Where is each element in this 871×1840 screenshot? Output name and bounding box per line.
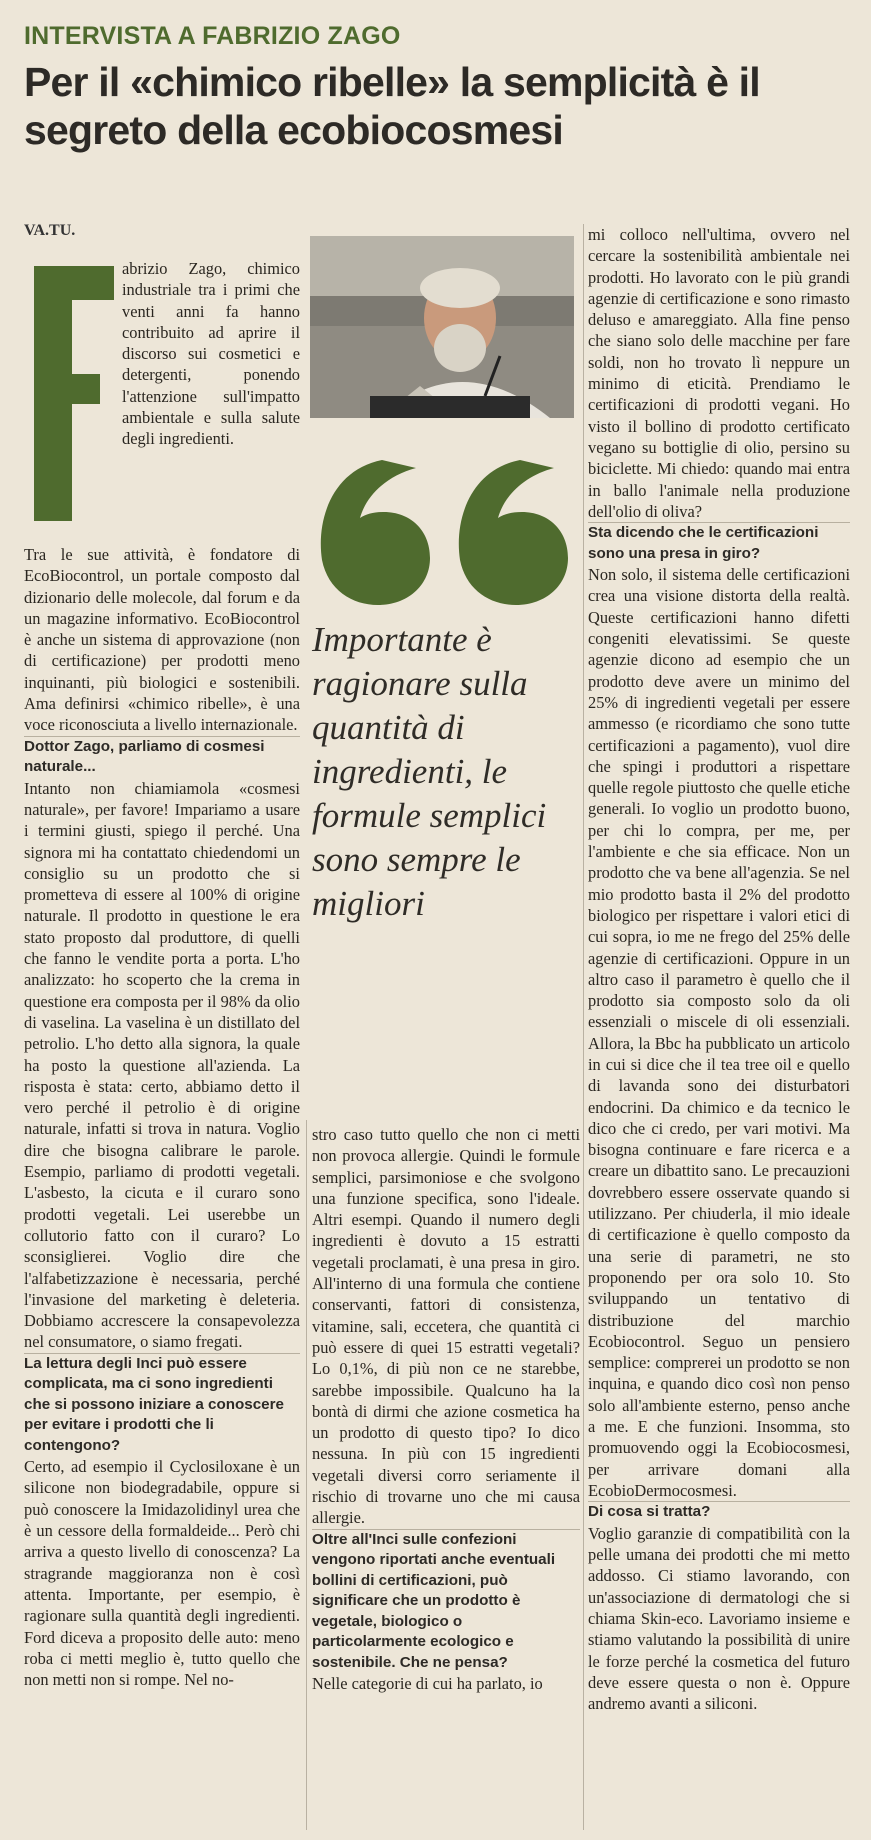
column-divider — [306, 1120, 307, 1830]
interview-question: Dottor Zago, parliamo di cosmesi naturale... — [24, 736, 300, 778]
column-3 — [588, 224, 850, 1714]
paragraph: mi colloco nell'ultima, ovvero nel cercare la sostenibilità ambientale nei prodotti. Ho lavorato con le più grandi agenzie di certificazione e sono rimasto deluso e amareggiato. Alla fine penso che siano solo delle macchine per fare soldi, non ho trovato lì neppure un minimo di eticità. Prendiamo le certificazioni di prodotti vegani. Ho visto il bollino di prodotto certificato vegano su bottiglie di olio, persino su biciclette. Mi chiedo: quando mai entra in ballo l'animale nella produzione dell'olio di oliva? — [588, 225, 850, 521]
article-byline: VA.TU. — [24, 222, 76, 239]
paragraph: Certo, ad esempio il Cyclosiloxane è un silicone non biodegradabile, oppure si può conoscere la Imidazolidinyl urea che è un cessore della formaldeide... Però chi arriva a questo livello di conoscenza? La stragrande maggioranza non è così attenta. Importante, per esempio, è ragionare sulla quantità degli ingredienti. Ford diceva a proposito delle auto: meno roba ci metti meglio è, tutto quello che non metti non si rompe. Nel no- — [24, 1457, 300, 1690]
paragraph: Non solo, il sistema delle certificazioni crea una visione distorta della realtà. Queste certificazioni hanno difetti congeniti elevatissimi. Se queste agenzie dicono ad esempio che un prodotto deve avere un minimo del 25% di ingredienti vegetali per essere ammesso (e ricordiamo che sono tutte certificazioni a pagamento), vuol dire che spingi i produttori a rispettare quelle regole piuttosto che quelle etiche generali. Io voglio un prodotto buono, per chi lo compra, per me, per l'ambiente e che sia efficace. Non un prodotto che va bene all'agenzia. Se nel mio prodotto basta il 2% del prodotto biologico per rispettare i valori etici di cui sopra, io me ne frego del 25% delle agenzie di certificazioni. Oppure in un altro caso il parametro è quello che il prodotto sia composto solo da oli essenziali o miscele di oli essenziali. Allora, la Bbc ha pubblicato un articolo in cui si dice che il tea tree oil e quello di lavanda sono dei disturbatori endocrini. Da chimico e da tecnico le dico che ci credo, per vari motivi. Ma bisogna continuare e fare ricerca e a creare un dibattito sano. Le precauzioni dovrebbero essere osservate quando si utilizzano. Per chiuderla, il mio ideale di certificazione è quello composto da una serie di parametri, ne sto proponendo per ora solo 10. Sto sviluppando un tentativo di distribuzione del marchio Ecobiocontrol. Seguo un pensiero semplice: comprerei un prodotto se non inquina, e quando dico così non penso solo all'ambiente esterno, penso anche a me. E che funzioni. Insomma, sto promuovendo oggi la Ecobiocosmesi, per arrivare domani alla EcobioDermocosmesi. — [588, 565, 850, 1500]
column-1 — [24, 544, 300, 1690]
paragraph: Intanto non chiamiamola «cosmesi naturale», per favore! Impariamo a usare i termini giusti, spiego il perché. Una signora mi ha contattato chiedendomi un consiglio su un prodotto che si prometteva di essere al 100% di origine naturale. Il prodotto in questione le era stato proposto dal produttore, di quelli che fanno le vendite porta a porta. L'ho analizzato: ho scoperto che la crema in questione era composta per il 98% da olio di vaselina. La vaselina è un distillato del petrolio. L'ho detto alla signora, la quale ha posto la questione all'azienda. La risposta è stata: certo, abbiamo detto il vero perché il petrolio è di origine naturale, infatti si trova in natura. Voglio dire che bisogna calibrare le parole. Esempio, parliamo di prodotti vegetali. L'asbesto, la cicuta e il curaro sono prodotti vegetali. Lei userebbe un collutorio fatto con il curaro? Lo sconsiglierei. Voglio dire che l'alfabetizzazione è necessaria, perché l'invasione del marketing è deleteria. Dobbiamo accrescere la consapevolezza nel consumatore, o siamo fregati. — [24, 778, 300, 1352]
dropcap-letter-icon — [28, 266, 116, 521]
paragraph: Voglio garanzie di compatibilità con la pelle umana dei prodotti che mi metto addosso. Ci stiamo lavorando, con un'associazione di dermatologi che si chiama Skin-eco. Lavoriamo insieme e stiamo valutando la possibilità di unire le forze perché la cosmetica del futuro deve essere questa o non è. Oppure andremo avanti a siliconi. — [588, 1523, 850, 1714]
interview-question: La lettura degli Inci può essere complicata, ma ci sono ingredienti che si possono iniziare a conoscere per evitare i prodotti che li contengono? — [24, 1353, 300, 1457]
paragraph: stro caso tutto quello che non ci metti non provoca allergie. Quindi le formule semplici, parsimoniose e che svolgono una funzione specifica, sono l'ideale. Altri esempi. Quando il numero degli ingredienti è dovuto a 15 estratti vegetali proclamati, è una presa in giro. All'interno di una formula che contiene conservanti, fattori di consistenza, vitamine, sali, eccetera, che quantità ci può essere di quei 15 estratti vegetali? Lo 0,1%, di più non ce ne starebbe, sarebbe impossibile. Qualcuno ha la bontà di dirmi che azione cosmetica ha un prodotto di questo tipo? Io dico nessuna. In più con 15 ingredienti vegetali diversi corro seriamente il rischio di trovarne uno che mi causa allergie. — [312, 1125, 580, 1528]
column-2 — [312, 1124, 580, 1694]
interview-question: Oltre all'Inci sulle confezioni vengono riportati anche eventuali bollini di certificazioni, può significare che un prodotto è vegetale, biologico o particolarmente ecologico e sostenibile. Che ne pensa? — [312, 1529, 580, 1674]
paragraph: Tra le sue attività, è fondatore di EcoBiocontrol, un portale composto dal dizionario delle molecole, dal forum e da un magazine informativo. EcoBiocontrol è anche un sistema di approvazione (non di certificazione) per prodotti meno inquinanti, più biologici e sostenibili. Ama definirsi «chimico ribelle», è una voce riconosciuta a livello internazionale. — [24, 545, 300, 735]
article-kicker: INTERVISTA A FABRIZIO ZAGO — [24, 22, 401, 50]
article-intro: abrizio Zago, chimico industriale tra i primi che venti anni fa hanno contribuito ad aprire il discorso sui cosmetici e detergenti, ponendo l'attenzione sull'impatto ambientale e sulla salute degli ingredienti. — [122, 259, 300, 449]
quote-marks-icon — [312, 440, 578, 610]
pull-quote: Importante è ragionare sulla quantità di ingredienti, le formule semplici sono sempre le migliori — [312, 620, 547, 923]
article-headline: Per il «chimico ribelle» la semplicità è il segreto della ecobiocosmesi — [24, 59, 760, 153]
interview-question: Sta dicendo che le certificazioni sono una presa in giro? — [588, 522, 850, 564]
interviewee-photo — [310, 236, 574, 418]
paragraph: Nelle categorie di cui ha parlato, io — [312, 1674, 543, 1694]
interview-question: Di cosa si tratta? — [588, 1501, 850, 1523]
portrait-illustration-icon — [310, 236, 574, 418]
column-divider — [583, 224, 584, 1830]
